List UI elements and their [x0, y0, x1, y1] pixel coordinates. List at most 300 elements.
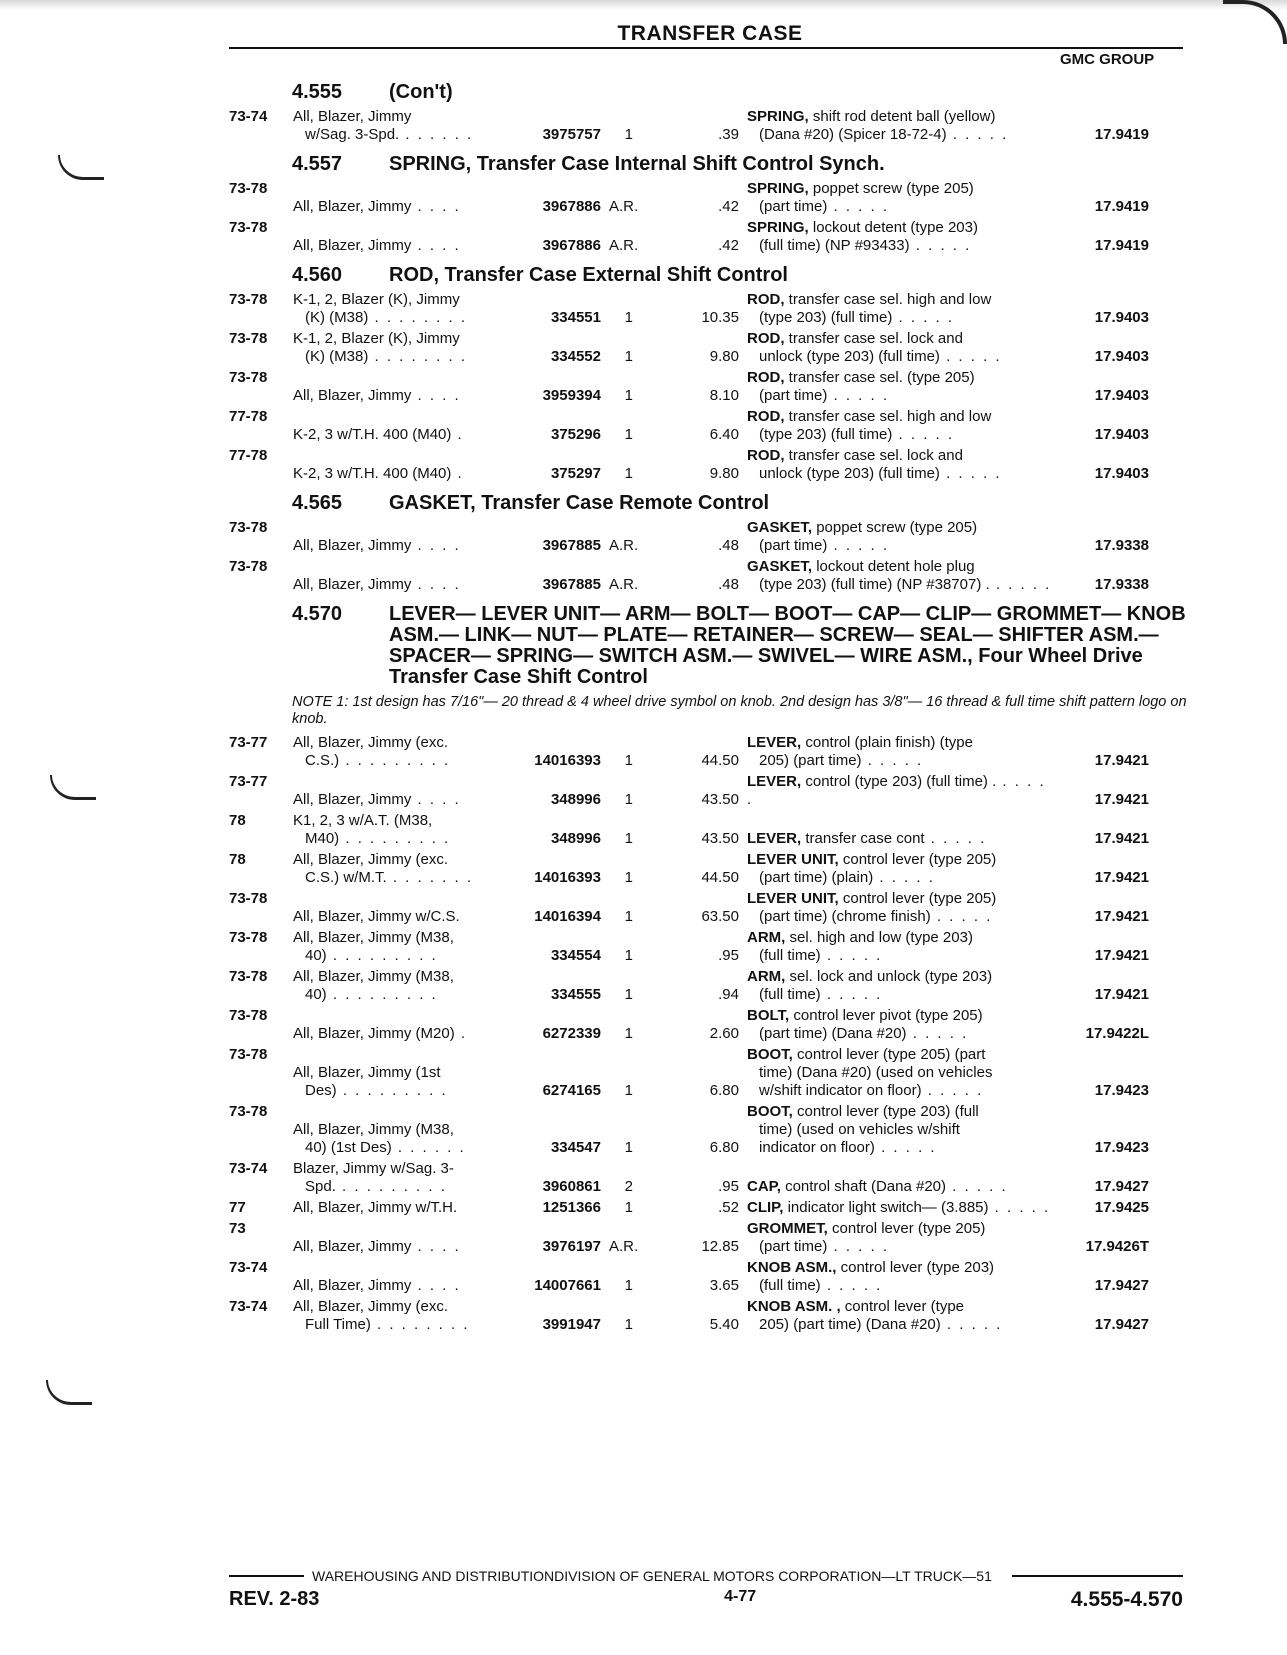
application [293, 812, 503, 848]
application-text: K-1, 2, Blazer (K), Jimmy [293, 330, 460, 347]
dot-leader: . . . . [411, 1238, 461, 1255]
application-line [293, 986, 503, 1004]
application-line [293, 1121, 503, 1139]
description-line [747, 752, 1057, 770]
model-years: 73-78 [229, 558, 268, 575]
quantity: 1 [624, 869, 633, 886]
description-text: shift rod detent ball (yellow) [812, 108, 996, 125]
part-number: 3959394 [542, 387, 601, 404]
description-text: control lever (type 203) (full [797, 1103, 979, 1120]
application-text: All, Blazer, Jimmy [293, 1238, 412, 1255]
application-line [293, 908, 503, 926]
description-text: (type 203) (full time) [759, 309, 893, 326]
price: 6.80 [709, 1082, 739, 1099]
model-years: 73-78 [229, 968, 268, 985]
application-text: All, Blazer, Jimmy (M38, [293, 929, 454, 946]
description-line [747, 219, 1057, 237]
part-number: 334551 [550, 309, 601, 326]
part-row [229, 929, 1189, 965]
application-line [293, 1139, 503, 1157]
application-line [293, 237, 503, 255]
group-number: 17.9421 [1094, 869, 1149, 886]
part-row [229, 890, 1189, 926]
part-number: 3960861 [542, 1178, 601, 1195]
group-number: 17.9421 [1094, 791, 1149, 808]
description-text: (full time) [759, 986, 821, 1003]
group-number: 17.9419 [1094, 198, 1149, 215]
group-number: 17.9421 [1094, 986, 1149, 1003]
description-text: (type 203) (full time) (NP #38707) . [759, 576, 990, 593]
price: .39 [718, 126, 739, 143]
group-number: 17.9403 [1094, 426, 1149, 443]
application-text: 40) [305, 947, 327, 964]
description-text: control lever (type 205) [832, 1220, 986, 1237]
part-name: CAP, [747, 1178, 781, 1195]
part-name: ROD, [747, 330, 785, 347]
application-text: All, Blazer, Jimmy [293, 387, 412, 404]
section-range: 4.555-4.570 [1070, 1588, 1183, 1611]
section-number: 4.555 [292, 81, 343, 103]
description-text: control lever (type 205) (part [797, 1046, 986, 1063]
part-name: LEVER UNIT, [747, 851, 839, 868]
quantity: A.R. [609, 576, 639, 593]
dot-leader: . [451, 465, 464, 482]
application-text: All, Blazer, Jimmy [293, 791, 412, 808]
description-line [747, 330, 1057, 348]
part-row [229, 408, 1189, 444]
dot-leader: . . . . . [874, 1139, 937, 1156]
price: 10.35 [701, 309, 739, 326]
application-line [293, 947, 503, 965]
part-row [229, 558, 1189, 594]
application-text: All, Blazer, Jimmy [293, 1277, 412, 1294]
description-text: sel. high and low (type 203) [789, 929, 973, 946]
application [293, 237, 503, 255]
dot-leader: . . . . . [939, 348, 1002, 365]
description [747, 1178, 1057, 1196]
part-number: 375297 [550, 465, 601, 482]
part-row [229, 773, 1189, 809]
price: .42 [718, 237, 739, 254]
description-line [747, 929, 1057, 947]
part-row [229, 1007, 1189, 1043]
description-line [747, 447, 1057, 465]
description-line [747, 1220, 1057, 1238]
part-row [229, 734, 1189, 770]
footer-publisher-line [229, 1568, 1183, 1584]
part-row [229, 812, 1189, 848]
description-text: (part time) (chrome finish) [759, 908, 931, 925]
description-text: (part time) [759, 537, 828, 554]
dot-leader: . . . . . . . . . [335, 1178, 447, 1195]
model-years: 73-78 [229, 369, 268, 386]
dot-leader: . . . . . . [399, 126, 474, 143]
application-line [293, 1316, 503, 1334]
part-name: GROMMET, [747, 1220, 828, 1237]
application-line [293, 1082, 503, 1100]
section-title: SPRING, Transfer Case Internal Shift Control Synch. [389, 153, 885, 175]
dot-leader: . . . . [411, 1277, 461, 1294]
group-number: 17.9423 [1094, 1082, 1149, 1099]
description-text: time) (Dana #20) (used on vehicles [759, 1064, 993, 1081]
application-text: w/Sag. 3-Spd. [305, 126, 400, 143]
part-row [229, 447, 1189, 483]
description-line [747, 1259, 1057, 1277]
description-line [747, 237, 1057, 255]
description [747, 108, 1057, 144]
price: 12.85 [701, 1238, 739, 1255]
part-row [229, 1199, 1189, 1217]
part-name: GASKET, [747, 558, 813, 575]
application-line [293, 348, 503, 366]
part-number: 348996 [550, 830, 601, 847]
description-line [747, 309, 1057, 327]
quantity: A.R. [609, 237, 639, 254]
group-number: 17.9422L [1085, 1025, 1149, 1042]
dot-leader: . . . . . . [391, 1139, 466, 1156]
group-number: 17.9427 [1094, 1316, 1149, 1333]
model-years: 73-74 [229, 108, 268, 125]
application-text: K-2, 3 w/T.H. 400 (M40) [293, 426, 452, 443]
section-number: 4.570 [292, 603, 343, 625]
application-line [293, 309, 503, 327]
part-name: ROD, [747, 408, 785, 425]
dot-leader: . . . . . [924, 830, 987, 847]
quantity: 1 [624, 1082, 633, 1099]
model-years: 73-78 [229, 219, 268, 236]
part-row [229, 180, 1189, 216]
description-line [747, 773, 1057, 809]
description [747, 1007, 1057, 1043]
part-name: LEVER, [747, 773, 802, 790]
application-line [293, 968, 503, 986]
description [747, 929, 1057, 965]
application-text: (K) (M38) [305, 309, 369, 326]
application [293, 851, 503, 887]
model-years: 78 [229, 812, 246, 829]
group-number: 17.9423 [1094, 1139, 1149, 1156]
part-name: ARM, [747, 968, 786, 985]
dot-leader: . . . . . [989, 576, 1052, 593]
quantity: 1 [624, 387, 633, 404]
quantity: 1 [624, 1199, 633, 1216]
part-name: BOOT, [747, 1046, 793, 1063]
description [747, 180, 1057, 216]
description [747, 773, 1057, 809]
description [747, 734, 1057, 770]
part-row [229, 291, 1189, 327]
description [747, 1298, 1057, 1334]
description-line [747, 890, 1057, 908]
description-text: (part time) (plain) [759, 869, 874, 886]
section-note: NOTE 1: 1st design has 7/16"— 20 thread & 4 wheel drive symbol on knob. 2nd design has 3/8"— 16 thread & full time shift pattern logo on knob. [292, 694, 1187, 727]
application [293, 1298, 503, 1334]
application-line [293, 869, 503, 887]
dot-leader: . . . . . . . . . [326, 986, 438, 1003]
section-number: 4.557 [292, 153, 343, 175]
part-name: LEVER, [747, 734, 802, 751]
description-line [747, 558, 1057, 576]
application-text: All, Blazer, Jimmy (exc. [293, 851, 449, 868]
description [747, 830, 1057, 848]
dot-leader: . . . . . [827, 198, 890, 215]
dot-leader: . . . . . [827, 537, 890, 554]
description [747, 1259, 1057, 1295]
dot-leader: . . . . . [873, 869, 935, 886]
description-line [747, 426, 1057, 444]
application [293, 291, 503, 327]
price: 6.80 [709, 1139, 739, 1156]
part-row [229, 108, 1189, 144]
application-line [293, 330, 503, 348]
section-title: GASKET, Transfer Case Remote Control [389, 492, 770, 514]
description-text: poppet screw (type 205) [816, 519, 978, 536]
part-number: 375296 [550, 426, 601, 443]
part-name: ROD, [747, 369, 785, 386]
part-name: KNOB ASM. , [747, 1298, 841, 1315]
footer-rule-right [1012, 1575, 1183, 1577]
description-text: control (plain finish) (type [805, 734, 973, 751]
description-line [747, 465, 1057, 483]
application-line [293, 734, 503, 752]
part-row [229, 1103, 1189, 1157]
part-name: ROD, [747, 291, 785, 308]
price: .42 [718, 198, 739, 215]
part-number: 3967885 [542, 537, 601, 554]
application-line [293, 752, 503, 770]
description-line [747, 180, 1057, 198]
application-text: M40) [305, 830, 340, 847]
description-text: control shaft (Dana #20) [785, 1178, 946, 1195]
quantity: A.R. [609, 198, 639, 215]
dot-leader: . . . . . [892, 309, 955, 326]
description-text: poppet screw (type 205) [812, 180, 974, 197]
application [293, 734, 503, 770]
quantity: 2 [624, 1178, 633, 1195]
part-row [229, 851, 1189, 887]
quantity: 1 [624, 426, 633, 443]
section-heading [229, 82, 1189, 103]
description-line [747, 986, 1057, 1004]
group-label: GMC GROUP [1060, 51, 1155, 68]
application-line [293, 1199, 503, 1217]
price: .52 [718, 1199, 739, 1216]
part-number: 334554 [550, 947, 601, 964]
application-line [293, 1277, 503, 1295]
application-line [293, 1025, 503, 1043]
description-text: lockout detent hole plug [816, 558, 975, 575]
description-text: indicator on floor) [759, 1139, 875, 1156]
description-line [747, 348, 1057, 366]
part-row [229, 1298, 1189, 1334]
dot-leader: . . . . . . . . [368, 348, 468, 365]
publisher-text: WAREHOUSING AND DISTRIBUTIONDIVISION OF GENERAL MOTORS CORPORATION—LT TRUCK—51 [312, 1568, 992, 1584]
description-line [747, 408, 1057, 426]
application-line [293, 851, 503, 869]
description-line [747, 1277, 1057, 1295]
dot-leader: . . . . . [820, 947, 883, 964]
application [293, 198, 503, 216]
description-text: w/shift indicator on floor) [759, 1082, 922, 1099]
part-row [229, 219, 1189, 255]
model-years: 73-78 [229, 291, 268, 308]
dot-leader: . . . . . [906, 1025, 969, 1042]
header-rule [229, 47, 1183, 49]
group-number: 17.9403 [1094, 387, 1149, 404]
description-line [747, 126, 1057, 144]
description-line [747, 1121, 1057, 1139]
description [747, 519, 1057, 555]
model-years: 73-74 [229, 1259, 268, 1276]
quantity: 1 [624, 986, 633, 1003]
dot-leader: . . . . . [946, 1178, 1008, 1195]
dot-leader: . . . . . . . . . [339, 830, 451, 847]
description-line [747, 734, 1057, 752]
price: .95 [718, 1178, 739, 1195]
part-name: SPRING, [747, 108, 809, 125]
group-number: 17.9403 [1094, 348, 1149, 365]
description-text: (full time) [759, 1277, 821, 1294]
description-line [747, 1103, 1057, 1121]
application-text: All, Blazer, Jimmy w/C.S. [293, 908, 460, 925]
scan-edge [0, 0, 1287, 10]
application-text: Spd. [305, 1178, 336, 1195]
dot-leader: . . . . . [921, 1082, 984, 1099]
description-line [747, 576, 1057, 594]
quantity: 1 [624, 348, 633, 365]
price: 5.40 [709, 1316, 739, 1333]
part-row [229, 968, 1189, 1004]
model-years: 77 [229, 1199, 246, 1216]
application-text: 40) (1st Des) [305, 1139, 392, 1156]
quantity: 1 [624, 791, 633, 808]
part-number: 3967885 [542, 576, 601, 593]
group-number: 17.9421 [1094, 830, 1149, 847]
description-text: (part time) [759, 1238, 828, 1255]
description [747, 369, 1057, 405]
group-number: 17.9427 [1094, 1277, 1149, 1294]
binder-hole-mark [50, 775, 96, 800]
dot-leader: . . . . . . . . . [326, 947, 438, 964]
binder-hole-mark [46, 1380, 92, 1405]
description-text: (part time) (Dana #20) [759, 1025, 907, 1042]
section-title: (Con't) [389, 81, 453, 103]
application [293, 465, 503, 483]
quantity: 1 [624, 465, 633, 482]
quantity: 1 [624, 752, 633, 769]
part-row [229, 330, 1189, 366]
dot-leader: . . . . . . . . [368, 309, 468, 326]
part-row [229, 1046, 1189, 1100]
description [747, 1220, 1057, 1256]
part-name: LEVER UNIT, [747, 890, 839, 907]
dot-leader: . . . . . [820, 986, 883, 1003]
model-years: 77-78 [229, 447, 268, 464]
description [747, 890, 1057, 926]
dot-leader: . . . . . [940, 1316, 1003, 1333]
description [747, 408, 1057, 444]
description-text: sel. lock and unlock (type 203) [789, 968, 993, 985]
description-line [747, 830, 1057, 848]
group-number: 17.9427 [1094, 1178, 1149, 1195]
dot-leader: . . . . . [827, 1238, 890, 1255]
description-text: (part time) [759, 198, 828, 215]
description [747, 1199, 1057, 1217]
group-number: 17.9338 [1094, 537, 1149, 554]
part-name: BOLT, [747, 1007, 790, 1024]
application [293, 791, 503, 809]
application-text: All, Blazer, Jimmy w/T.H. [293, 1199, 458, 1216]
group-number: 17.9421 [1094, 947, 1149, 964]
application-line [293, 1064, 503, 1082]
description-text: control (type 203) (full time) . [805, 773, 997, 790]
price: 43.50 [701, 830, 739, 847]
price: 63.50 [701, 908, 739, 925]
description-line [747, 869, 1057, 887]
model-years: 77-78 [229, 408, 268, 425]
part-number: 348996 [550, 791, 601, 808]
application [293, 1160, 503, 1196]
group-number: 17.9419 [1094, 237, 1149, 254]
description-line [747, 1007, 1057, 1025]
description-line [747, 851, 1057, 869]
application [293, 1121, 503, 1157]
group-number: 17.9421 [1094, 752, 1149, 769]
dot-leader: . [454, 1025, 468, 1042]
application [293, 426, 503, 444]
section-title: ROD, Transfer Case External Shift Control [389, 264, 788, 286]
description-line [747, 1046, 1057, 1064]
revision-label: REV. 2-83 [229, 1588, 320, 1610]
description-text: transfer case sel. lock and [788, 447, 963, 464]
dot-leader: . . . . . [827, 387, 890, 404]
price: .48 [718, 576, 739, 593]
application [293, 1277, 503, 1295]
application-text: Blazer, Jimmy w/Sag. 3- [293, 1160, 454, 1177]
binder-hole-mark [58, 155, 104, 180]
application-line [293, 126, 503, 144]
price: .94 [718, 986, 739, 1003]
description-text: transfer case sel. lock and [788, 330, 963, 347]
description-line [747, 1316, 1057, 1334]
description-line [747, 1178, 1057, 1196]
description-line [747, 537, 1057, 555]
part-name: GASKET, [747, 519, 813, 536]
group-number: 17.9338 [1094, 576, 1149, 593]
application-text: C.S.) w/M.T. [305, 869, 387, 886]
part-name: SPRING, [747, 180, 809, 197]
price: 2.60 [709, 1025, 739, 1042]
part-row [229, 369, 1189, 405]
dot-leader: . [451, 426, 464, 443]
application-text: 40) [305, 986, 327, 1003]
description-text: control lever (type 203) [840, 1259, 995, 1276]
part-name: CLIP, [747, 1199, 784, 1216]
group-number: 17.9419 [1094, 126, 1149, 143]
model-years: 73-78 [229, 1007, 268, 1024]
part-row [229, 1160, 1189, 1196]
model-years: 73-78 [229, 1103, 268, 1120]
description-line [747, 1238, 1057, 1256]
section-number: 4.560 [292, 264, 343, 286]
quantity: 1 [624, 1277, 633, 1294]
application-text: K-2, 3 w/T.H. 400 (M40) [293, 465, 452, 482]
description-line [747, 387, 1057, 405]
description-text: control lever (type 205) [842, 851, 997, 868]
description-text: 205) (part time) (Dana #20) [759, 1316, 941, 1333]
part-number: 6272339 [542, 1025, 601, 1042]
model-years: 78 [229, 851, 246, 868]
